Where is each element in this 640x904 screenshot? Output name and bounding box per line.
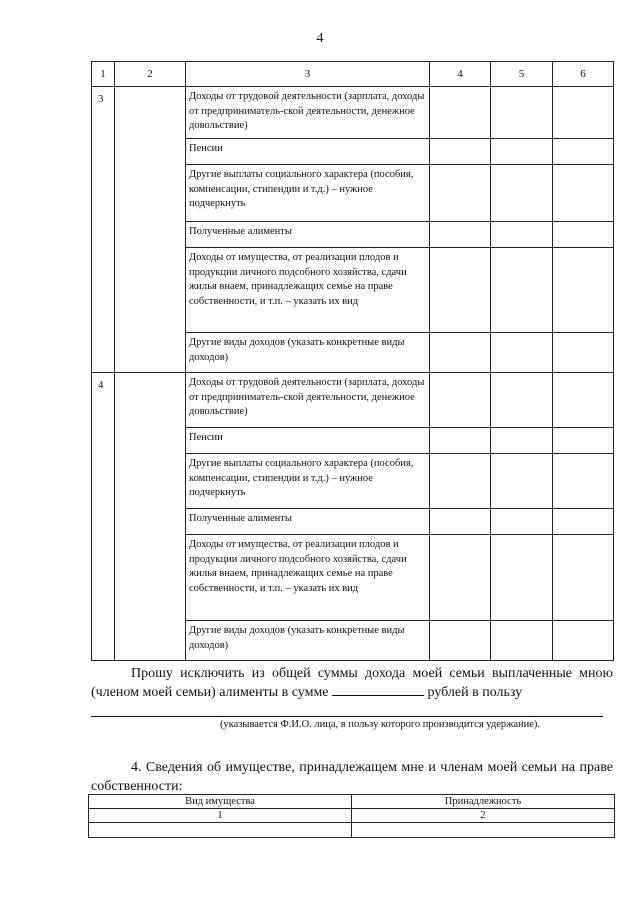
column-number: 1 <box>92 62 115 87</box>
value-cell[interactable] <box>491 373 553 428</box>
income-type-cell: Другие виды доходов (указать конкретные виды доходов) <box>186 621 430 661</box>
value-cell[interactable] <box>430 87 491 139</box>
value-cell[interactable] <box>491 535 553 621</box>
alimony-request-part2: рублей в пользу <box>427 685 523 700</box>
table-row <box>92 87 614 139</box>
income-type-cell: Пенсии <box>186 428 430 454</box>
value-cell[interactable] <box>491 222 553 248</box>
value-cell[interactable] <box>430 428 491 454</box>
value-cell[interactable] <box>430 333 491 373</box>
value-cell[interactable] <box>553 222 614 248</box>
fio-caption: (указывается Ф.И.О. лица, в пользу которого производится удержание). <box>219 719 541 730</box>
value-cell[interactable] <box>430 139 491 165</box>
income-type-cell: Доходы от трудовой деятельности (зарплата, доходы от предприниматель-ской деятельности, денежное довольствие) <box>186 373 430 428</box>
row-number: 3 <box>92 87 115 373</box>
column-number-row <box>89 809 615 823</box>
alimony-request-part1: Прошу исключить из общей суммы дохода моей семьи выплаченные мною (членом моей семьи) алименты в сумме <box>91 666 613 700</box>
column-number: 5 <box>491 62 553 87</box>
name-cell[interactable] <box>115 373 186 661</box>
page-number: 4 <box>316 31 324 46</box>
value-cell[interactable] <box>491 248 553 333</box>
section-4-title: 4. Сведения об имуществе, принадлежащем мне и членам моей семьи на праве собственности: <box>91 760 613 794</box>
column-number: 2 <box>352 809 615 823</box>
income-type-cell: Другие выплаты социального характера (пособия, компенсации, стипендии и т.д.) – нужное подчеркнуть <box>186 165 430 222</box>
value-cell[interactable] <box>491 621 553 661</box>
table-row <box>89 823 615 838</box>
value-cell[interactable] <box>553 373 614 428</box>
alimony-amount-field[interactable] <box>332 683 424 696</box>
value-cell[interactable] <box>553 621 614 661</box>
value-cell[interactable] <box>430 509 491 535</box>
value-cell[interactable] <box>430 454 491 509</box>
column-header: Вид имущества <box>89 795 352 809</box>
table-header-row <box>89 795 615 809</box>
income-type-cell: Другие виды доходов (указать конкретные виды доходов) <box>186 333 430 373</box>
income-type-cell: Доходы от имущества, от реализации плодов и продукции личного подсобного хозяйства, сдачи жилья внаем, принадлежащих семье на праве собственности, и т.п. – указать их вид <box>186 535 430 621</box>
value-cell[interactable] <box>553 535 614 621</box>
value-cell[interactable] <box>352 823 615 838</box>
income-table <box>91 61 614 661</box>
value-cell[interactable] <box>430 222 491 248</box>
value-cell[interactable] <box>430 373 491 428</box>
fio-field[interactable] <box>91 716 603 717</box>
income-type-cell: Другие выплаты социального характера (пособия, компенсации, стипендии и т.д.) – нужное подчеркнуть <box>186 454 430 509</box>
value-cell[interactable] <box>491 87 553 139</box>
value-cell[interactable] <box>430 535 491 621</box>
column-number: 3 <box>186 62 430 87</box>
value-cell[interactable] <box>553 333 614 373</box>
column-number: 2 <box>115 62 186 87</box>
column-header: Принадлежность <box>352 795 615 809</box>
value-cell[interactable] <box>491 333 553 373</box>
income-type-cell: Пенсии <box>186 139 430 165</box>
value-cell[interactable] <box>89 823 352 838</box>
income-type-cell: Полученные алименты <box>186 222 430 248</box>
table-row <box>92 373 614 428</box>
column-number: 6 <box>553 62 614 87</box>
value-cell[interactable] <box>553 509 614 535</box>
value-cell[interactable] <box>491 454 553 509</box>
alimony-request-text <box>91 664 613 702</box>
table-header-row <box>92 62 614 87</box>
income-type-cell: Доходы от имущества, от реализации плодов и продукции личного подсобного хозяйства, сдачи жилья внаем, принадлежащих семье на праве собственности, и т.п. – указать их вид <box>186 248 430 333</box>
value-cell[interactable] <box>553 165 614 222</box>
row-number: 4 <box>92 373 115 661</box>
value-cell[interactable] <box>553 248 614 333</box>
value-cell[interactable] <box>553 139 614 165</box>
value-cell[interactable] <box>491 428 553 454</box>
income-type-cell: Доходы от трудовой деятельности (зарплата, доходы от предприниматель-ской деятельности, денежное довольствие) <box>186 87 430 139</box>
property-table <box>88 794 615 838</box>
value-cell[interactable] <box>430 248 491 333</box>
value-cell[interactable] <box>491 509 553 535</box>
column-number: 4 <box>430 62 491 87</box>
value-cell[interactable] <box>553 454 614 509</box>
value-cell[interactable] <box>430 621 491 661</box>
value-cell[interactable] <box>553 428 614 454</box>
name-cell[interactable] <box>115 87 186 373</box>
value-cell[interactable] <box>430 165 491 222</box>
value-cell[interactable] <box>553 87 614 139</box>
value-cell[interactable] <box>491 165 553 222</box>
value-cell[interactable] <box>491 139 553 165</box>
column-number: 1 <box>89 809 352 823</box>
income-type-cell: Полученные алименты <box>186 509 430 535</box>
